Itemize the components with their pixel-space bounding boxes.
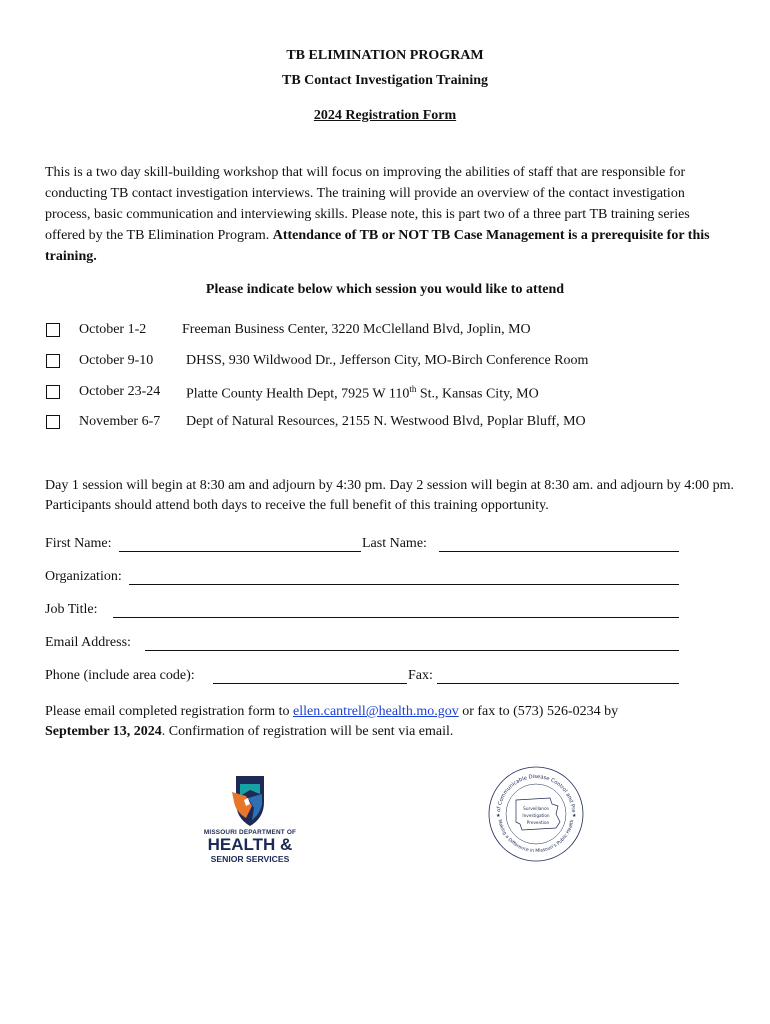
ordinal-suffix: th <box>409 384 417 394</box>
submission-paragraph <box>45 702 735 742</box>
session-row <box>46 414 646 434</box>
dhss-logo <box>196 772 304 864</box>
prerequisite-note: Attendance of TB or NOT TB Case Management is a prerequisite for this training. <box>45 228 710 264</box>
name-row <box>45 536 685 556</box>
last-name-field[interactable] <box>439 551 679 552</box>
job-title-row <box>45 602 685 622</box>
seal-ring-top-text: of Communicable Disease Control and Pre <box>496 773 577 813</box>
phone-field[interactable] <box>213 683 407 684</box>
first-name-label: First Name: <box>45 536 112 551</box>
seal-star-left-icon: ★ <box>496 814 501 819</box>
session-date: October 9-10 <box>79 353 154 368</box>
session-checkbox[interactable] <box>46 354 60 368</box>
seal-inner-line3: Prevention <box>526 820 550 825</box>
seal-ring-bottom-text: Making a Difference in Missouri's Public Health <box>496 819 576 855</box>
intro-paragraph <box>45 162 730 267</box>
submission-text: Please email completed registration form to <box>45 704 294 719</box>
dhss-logo-line1: MISSOURI DEPARTMENT OF <box>203 829 297 836</box>
schedule-paragraph: Day 1 session will begin at 8:30 am and adjourn by 4:30 pm. Day 2 session will begin at 8:30 am. and adjourn by 4:00 pm. Participants should attend both days to receive the full benefit of this training opportunity. <box>45 478 735 513</box>
seal-inner-line2: Investigation <box>522 813 550 818</box>
session-date: October 23-24 <box>79 384 161 399</box>
session-checkbox[interactable] <box>46 415 60 429</box>
phone-label: Phone (include area code): <box>45 668 195 683</box>
first-name-field[interactable] <box>119 551 361 552</box>
email-label: Email Address: <box>45 635 131 650</box>
session-checkbox[interactable] <box>46 385 60 399</box>
organization-field[interactable] <box>129 584 679 585</box>
contact-email-link[interactable]: ellen.cantrell@health.mo.gov <box>293 704 459 719</box>
dhss-logo-line3: SENIOR SERVICES <box>210 854 290 864</box>
intro-text: This is a two day skill-building workshop that will focus on improving the abilities of staff that are responsible for conducting TB contact investigation interviews. The training will provide an overview of the contact investigation process, basic communication and interviewing skills. Please note, this is part two of a three part TB training series offered by the TB Elimination Program. <box>45 165 690 243</box>
training-title: TB Contact Investigation Training <box>281 73 488 88</box>
session-location: DHSS, 930 Wildwood Dr., Jefferson City, MO-Birch Conference Room <box>186 353 589 368</box>
job-title-field[interactable] <box>113 617 679 618</box>
organization-label: Organization: <box>45 569 122 584</box>
email-row <box>45 635 685 655</box>
phone-fax-row <box>45 668 685 688</box>
session-location-tail: St., Kansas City, MO <box>416 386 539 402</box>
email-field[interactable] <box>145 650 679 651</box>
seal-inner-line1: Surveillance <box>523 806 549 811</box>
job-title-label: Job Title: <box>45 602 98 617</box>
deadline-date: September 13, 2024 <box>45 724 162 739</box>
session-location: Freeman Business Center, 3220 McClelland Blvd, Joplin, MO <box>182 322 531 337</box>
session-location-main: Platte County Health Dept, 7925 W 110 <box>186 386 410 402</box>
session-prompt: Please indicate below which session you would like to attend <box>205 282 565 297</box>
session-row <box>46 322 606 342</box>
fax-field[interactable] <box>437 683 679 684</box>
session-checkbox[interactable] <box>46 323 60 337</box>
submission-fax-text: or fax to (573) 526-0234 by <box>458 704 619 719</box>
dhss-logo-line2: HEALTH & <box>207 835 293 854</box>
session-row <box>46 353 646 373</box>
fax-label: Fax: <box>408 668 433 683</box>
program-title: TB ELIMINATION PROGRAM <box>286 48 484 63</box>
session-date: October 1-2 <box>79 322 147 337</box>
session-location: Dept of Natural Resources, 2155 N. Westwood Blvd, Poplar Bluff, MO <box>186 414 586 429</box>
dhss-shield-icon <box>196 772 304 828</box>
form-title: 2024 Registration Form <box>313 108 457 123</box>
organization-row <box>45 569 685 589</box>
session-row <box>46 384 606 404</box>
session-date: November 6-7 <box>79 414 161 429</box>
seal-star-right-icon: ★ <box>572 814 577 819</box>
session-location <box>186 384 539 403</box>
bureau-seal-icon <box>486 764 586 864</box>
confirmation-text: . Confirmation of registration will be sent via email. <box>161 724 454 739</box>
last-name-label: Last Name: <box>362 536 427 551</box>
